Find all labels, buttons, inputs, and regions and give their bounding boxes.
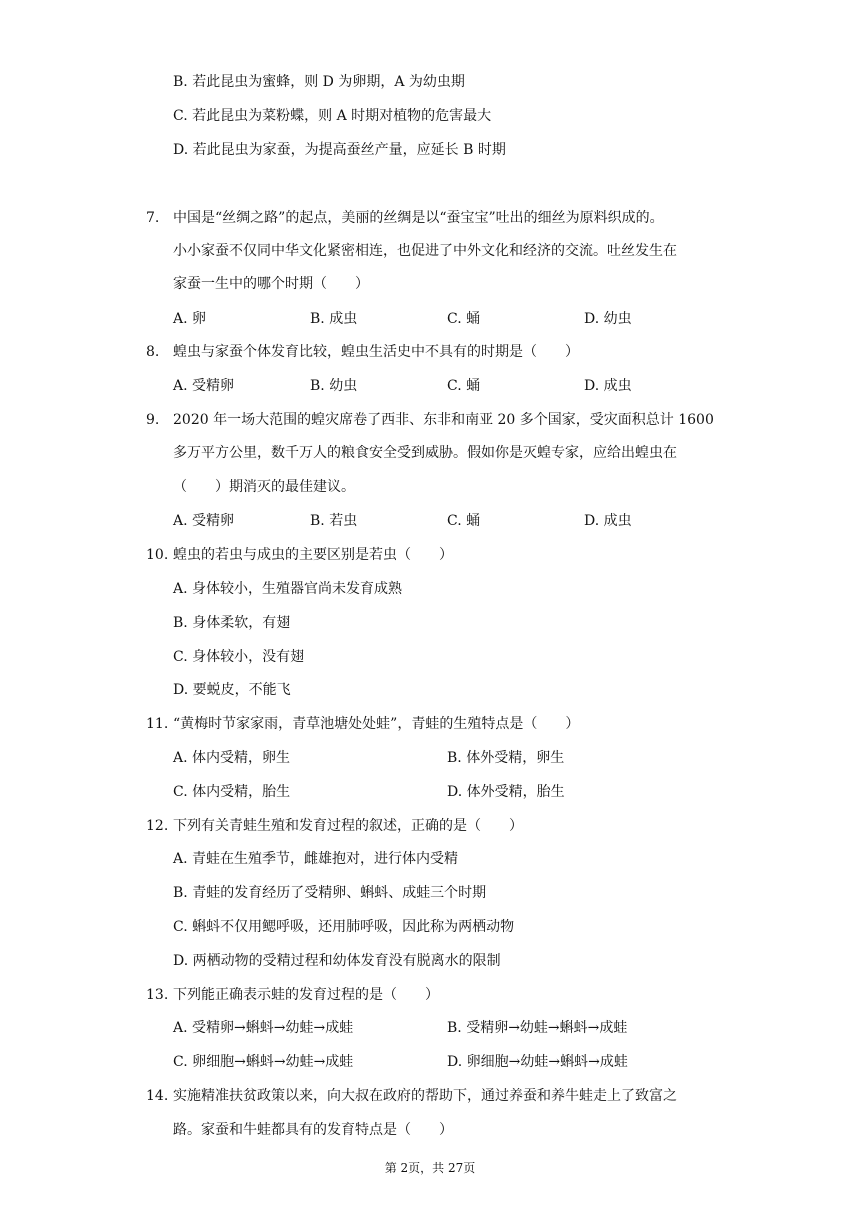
question-text: 蝗虫的若虫与成虫的主要区别是若虫（ ） (173, 547, 453, 563)
question-text: 2020 年一场大范围的蝗灾席卷了西非、东非和南亚 20 多个国家，受灾面积总计 1600 (173, 412, 714, 428)
q6-option-d: D. 若此昆虫为家蚕，为提高蚕丝产量，应延长 B 时期 (173, 142, 506, 158)
question-text: 家蚕一生中的哪个时期（ ） (173, 276, 369, 292)
option-c: C. 卵细胞→蝌蚪→幼蛙→成蛙 (173, 1054, 354, 1070)
question-text: 路。家蚕和牛蛙都具有的发育特点是（ ） (173, 1122, 453, 1138)
option-c: C. 蛹 (447, 311, 481, 327)
option-c: C. 身体较小，没有翅 (173, 649, 305, 665)
option-d: D. 成虫 (584, 378, 632, 394)
option-a: A. 身体较小，生殖器官尚未发育成熟 (173, 581, 403, 597)
question-text: 下列有关青蛙生殖和发育过程的叙述，正确的是（ ） (173, 818, 523, 834)
question-number: 8. (146, 344, 160, 360)
q6-option-b: B. 若此昆虫为蜜蜂，则 D 为卵期，A 为幼虫期 (173, 74, 465, 90)
option-d: D. 幼虫 (584, 311, 632, 327)
option-c: C. 蛹 (447, 513, 481, 529)
option-d: D. 体外受精，胎生 (447, 784, 565, 800)
question-number: 9. (146, 412, 160, 428)
option-b: B. 身体柔软，有翅 (173, 615, 291, 631)
option-b: B. 受精卵→幼蛙→蝌蚪→成蛙 (447, 1020, 628, 1036)
question-text: “黄梅时节家家雨，青草池塘处处蛙”，青蛙的生殖特点是（ ） (173, 716, 580, 732)
option-b: B. 若虫 (310, 513, 358, 529)
option-d: D. 成虫 (584, 513, 632, 529)
option-a: A. 体内受精，卵生 (173, 750, 291, 766)
option-a: A. 受精卵 (173, 513, 235, 529)
option-b: B. 幼虫 (310, 378, 358, 394)
question-text: 实施精准扶贫政策以来，向大叔在政府的帮助下，通过养蚕和养牛蛙走上了致富之 (173, 1088, 677, 1104)
option-c: C. 体内受精，胎生 (173, 784, 291, 800)
option-c: C. 蛹 (447, 378, 481, 394)
question-number: 13. (146, 987, 169, 1003)
question-number: 10. (146, 547, 169, 563)
page-footer: 第 2页，共 27页 (384, 1161, 476, 1175)
option-d: D. 两栖动物的受精过程和幼体发育没有脱离水的限制 (173, 953, 501, 969)
option-b: B. 体外受精，卵生 (447, 750, 565, 766)
option-c: C. 蝌蚪不仅用鳃呼吸，还用肺呼吸，因此称为两栖动物 (173, 919, 515, 935)
option-a: A. 卵 (173, 311, 207, 327)
option-d: D. 卵细胞→幼蛙→蝌蚪→成蛙 (447, 1054, 628, 1070)
q6-option-c: C. 若此昆虫为菜粉蝶，则 A 时期对植物的危害最大 (173, 108, 492, 124)
question-text: 小小家蚕不仅同中华文化紧密相连，也促进了中外文化和经济的交流。吐丝发生在 (173, 243, 677, 259)
option-a: A. 受精卵 (173, 378, 235, 394)
question-text: （ ）期消灭的最佳建议。 (173, 479, 355, 495)
question-text: 蝗虫与家蚕个体发育比较，蝗虫生活史中不具有的时期是（ ） (173, 344, 579, 360)
option-b: B. 成虫 (310, 311, 358, 327)
option-a: A. 受精卵→蝌蚪→幼蛙→成蛙 (173, 1020, 354, 1036)
question-text: 下列能正确表示蛙的发育过程的是（ ） (173, 987, 439, 1003)
question-number: 11. (146, 716, 169, 732)
question-text: 多万平方公里，数千万人的粮食安全受到威胁。假如你是灭蝗专家，应给出蝗虫在 (173, 445, 677, 461)
option-b: B. 青蛙的发育经历了受精卵、蝌蚪、成蛙三个时期 (173, 885, 487, 901)
option-d: D. 要蜕皮，不能飞 (173, 682, 291, 698)
option-a: A. 青蛙在生殖季节，雌雄抱对，进行体内受精 (173, 851, 459, 867)
question-text: 中国是“丝绸之路”的起点，美丽的丝绸是以“蚕宝宝”吐出的细丝为原料织成的。 (173, 210, 664, 226)
question-number: 7. (146, 210, 160, 226)
question-number: 14. (146, 1088, 169, 1104)
question-number: 12. (146, 818, 169, 834)
